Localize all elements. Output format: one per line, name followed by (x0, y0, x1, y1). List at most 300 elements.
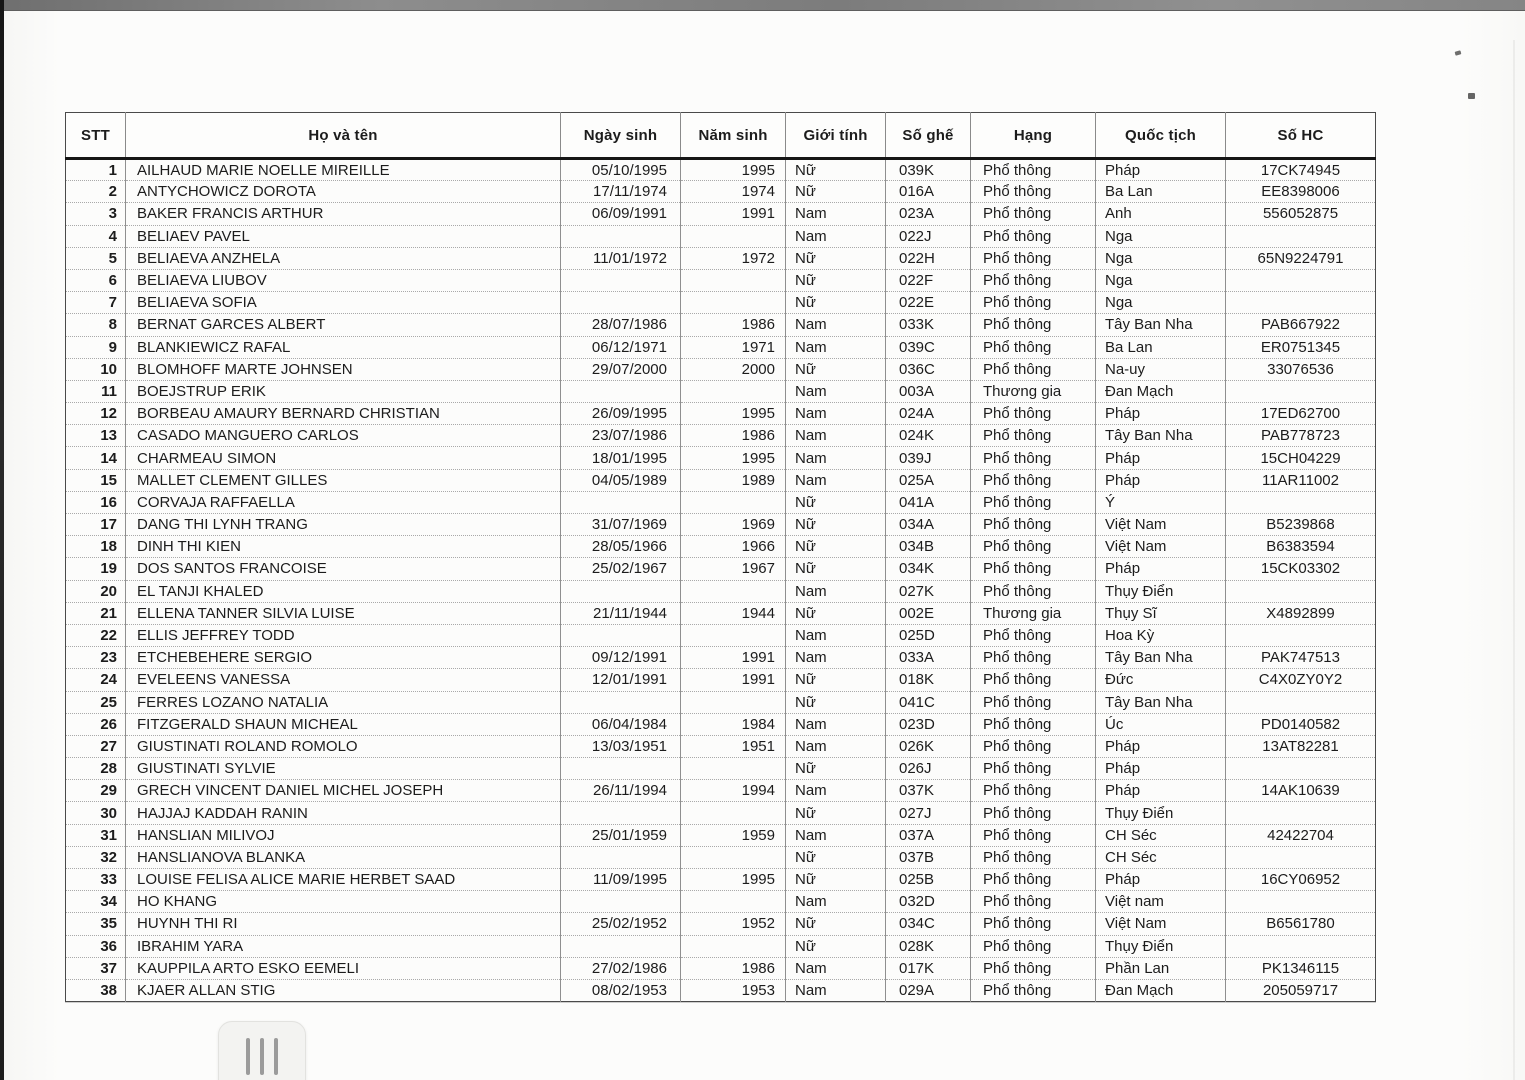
cell-birthyear: 1959 (681, 824, 786, 846)
cell-nationality: Pháp (1096, 869, 1226, 891)
cell-seat: 025A (886, 469, 971, 491)
table-row (66, 181, 1376, 203)
passenger-table (65, 112, 1376, 1002)
cell-dob: 06/12/1971 (561, 336, 681, 358)
cell-nationality: Thụy Điển (1096, 802, 1226, 824)
table-row (66, 292, 1376, 314)
table-header-row (66, 113, 1376, 159)
cell-passport: 556052875 (1226, 203, 1376, 225)
cell-dob: 18/01/1995 (561, 447, 681, 469)
cell-gender: Nữ (786, 536, 886, 558)
cell-name: EVELEENS VANESSA (126, 669, 561, 691)
cell-birthyear (681, 691, 786, 713)
column-header-name: Họ và tên (126, 113, 561, 159)
cell-dob (561, 292, 681, 314)
table-row (66, 869, 1376, 891)
cell-birthyear (681, 935, 786, 957)
cell-name: HANSLIANOVA BLANKA (126, 846, 561, 868)
table-row (66, 314, 1376, 336)
cell-birthyear (681, 580, 786, 602)
cell-dob: 05/10/1995 (561, 159, 681, 181)
cell-nationality: Na-uy (1096, 358, 1226, 380)
cell-passport: PAK747513 (1226, 647, 1376, 669)
cell-nationality: Ba Lan (1096, 181, 1226, 203)
cell-passport: 17ED62700 (1226, 403, 1376, 425)
cell-nationality: Nga (1096, 225, 1226, 247)
cell-passport: 17CK74945 (1226, 159, 1376, 181)
cell-seat: 033K (886, 314, 971, 336)
cell-passport: 65N9224791 (1226, 247, 1376, 269)
cell-passport: 205059717 (1226, 979, 1376, 1001)
cell-seat: 022H (886, 247, 971, 269)
cell-gender: Nữ (786, 935, 886, 957)
cell-nationality: Pháp (1096, 159, 1226, 181)
table-row (66, 269, 1376, 291)
table-row (66, 913, 1376, 935)
cell-passport: 42422704 (1226, 824, 1376, 846)
cell-passport: 15CK03302 (1226, 558, 1376, 580)
cell-stt: 16 (66, 491, 126, 513)
table-row (66, 203, 1376, 225)
cell-dob: 13/03/1951 (561, 735, 681, 757)
column-header-dob: Ngày sinh (561, 113, 681, 159)
cell-seat: 036C (886, 358, 971, 380)
cell-stt: 17 (66, 514, 126, 536)
cell-gender: Nam (786, 469, 886, 491)
cell-passport: B5239868 (1226, 514, 1376, 536)
cell-nationality: Tây Ban Nha (1096, 647, 1226, 669)
cell-name: CORVAJA RAFFAELLA (126, 491, 561, 513)
cell-name: KAUPPILA ARTO ESKO EEMELI (126, 957, 561, 979)
table-row (66, 447, 1376, 469)
cell-passport (1226, 491, 1376, 513)
cell-name: GIUSTINATI ROLAND ROMOLO (126, 735, 561, 757)
cell-passport: 33076536 (1226, 358, 1376, 380)
cell-birthyear: 1972 (681, 247, 786, 269)
table-row (66, 669, 1376, 691)
cell-name: BERNAT GARCES ALBERT (126, 314, 561, 336)
table-row (66, 336, 1376, 358)
cell-nationality: Việt nam (1096, 891, 1226, 913)
cell-stt: 35 (66, 913, 126, 935)
cell-stt: 11 (66, 380, 126, 402)
cell-class: Phổ thông (971, 802, 1096, 824)
cell-stt: 26 (66, 713, 126, 735)
table-row (66, 691, 1376, 713)
cell-birthyear (681, 891, 786, 913)
table-row (66, 403, 1376, 425)
cell-seat: 041C (886, 691, 971, 713)
cell-class: Phổ thông (971, 447, 1096, 469)
cell-name: ELLIS JEFFREY TODD (126, 624, 561, 646)
cell-birthyear: 1969 (681, 514, 786, 536)
column-header-passport: Số HC (1226, 113, 1376, 159)
cell-name: IBRAHIM YARA (126, 935, 561, 957)
scan-speck (1468, 93, 1475, 99)
cell-dob (561, 580, 681, 602)
cell-stt: 37 (66, 957, 126, 979)
cell-nationality: Việt Nam (1096, 913, 1226, 935)
cell-dob (561, 802, 681, 824)
cell-stt: 24 (66, 669, 126, 691)
cell-seat: 037K (886, 780, 971, 802)
cell-gender: Nam (786, 336, 886, 358)
cell-nationality: Pháp (1096, 558, 1226, 580)
column-header-gender: Giới tính (786, 113, 886, 159)
cell-nationality: Thụy Điển (1096, 935, 1226, 957)
cell-seat: 016A (886, 181, 971, 203)
cell-class: Phổ thông (971, 913, 1096, 935)
column-header-birthyear: Năm sinh (681, 113, 786, 159)
cell-passport (1226, 225, 1376, 247)
cell-gender: Nam (786, 203, 886, 225)
cell-dob (561, 491, 681, 513)
cell-name: MALLET CLEMENT GILLES (126, 469, 561, 491)
table-row (66, 536, 1376, 558)
cell-nationality: Pháp (1096, 469, 1226, 491)
cell-birthyear: 1991 (681, 647, 786, 669)
cell-seat: 034A (886, 514, 971, 536)
cell-dob: 26/11/1994 (561, 780, 681, 802)
cell-nationality: Pháp (1096, 780, 1226, 802)
cell-seat: 027J (886, 802, 971, 824)
cell-stt: 12 (66, 403, 126, 425)
cell-seat: 025D (886, 624, 971, 646)
cell-name: ETCHEBEHERE SERGIO (126, 647, 561, 669)
cell-gender: Nam (786, 447, 886, 469)
cell-dob (561, 846, 681, 868)
cell-dob: 17/11/1974 (561, 181, 681, 203)
cell-passport: B6561780 (1226, 913, 1376, 935)
cell-name: HUYNH THI RI (126, 913, 561, 935)
cell-seat: 027K (886, 580, 971, 602)
cell-gender: Nữ (786, 269, 886, 291)
table-row (66, 846, 1376, 868)
cell-class: Phổ thông (971, 824, 1096, 846)
cell-nationality: Pháp (1096, 403, 1226, 425)
cell-passport: EE8398006 (1226, 181, 1376, 203)
cell-passport: 14AK10639 (1226, 780, 1376, 802)
table-row (66, 602, 1376, 624)
cell-seat: 034C (886, 913, 971, 935)
cell-passport (1226, 691, 1376, 713)
cell-gender: Nữ (786, 491, 886, 513)
cell-passport (1226, 802, 1376, 824)
cell-passport: 11AR11002 (1226, 469, 1376, 491)
cell-name: BAKER FRANCIS ARTHUR (126, 203, 561, 225)
cell-dob (561, 269, 681, 291)
cell-class: Phổ thông (971, 247, 1096, 269)
cell-gender: Nam (786, 957, 886, 979)
cell-stt: 7 (66, 292, 126, 314)
cell-class: Phổ thông (971, 735, 1096, 757)
cell-gender: Nam (786, 891, 886, 913)
cell-stt: 14 (66, 447, 126, 469)
cell-gender: Nữ (786, 514, 886, 536)
cell-birthyear: 1967 (681, 558, 786, 580)
cell-nationality: Pháp (1096, 758, 1226, 780)
cell-birthyear: 1991 (681, 203, 786, 225)
cell-birthyear: 1952 (681, 913, 786, 935)
cell-gender: Nam (786, 979, 886, 1001)
cell-stt: 36 (66, 935, 126, 957)
column-header-seat: Số ghế (886, 113, 971, 159)
cell-stt: 3 (66, 203, 126, 225)
cell-dob (561, 225, 681, 247)
cell-gender: Nam (786, 647, 886, 669)
cell-seat: 037B (886, 846, 971, 868)
cell-nationality: Đan Mạch (1096, 979, 1226, 1001)
cell-seat: 026J (886, 758, 971, 780)
cell-birthyear: 1986 (681, 957, 786, 979)
cell-class: Phổ thông (971, 269, 1096, 291)
table-row (66, 469, 1376, 491)
cell-class: Phổ thông (971, 713, 1096, 735)
cell-name: DANG THI LYNH TRANG (126, 514, 561, 536)
table-row (66, 735, 1376, 757)
cell-dob: 11/09/1995 (561, 869, 681, 891)
cell-passport (1226, 846, 1376, 868)
cell-birthyear (681, 624, 786, 646)
cell-dob (561, 380, 681, 402)
cell-gender: Nam (786, 735, 886, 757)
cell-stt: 19 (66, 558, 126, 580)
cell-seat: 039J (886, 447, 971, 469)
scanned-document-page (65, 112, 1375, 1002)
cell-gender: Nữ (786, 758, 886, 780)
cell-seat: 041A (886, 491, 971, 513)
cell-name: BELIAEVA ANZHELA (126, 247, 561, 269)
cell-name: CHARMEAU SIMON (126, 447, 561, 469)
cell-passport: 15CH04229 (1226, 447, 1376, 469)
cell-gender: Nữ (786, 181, 886, 203)
cell-class: Phổ thông (971, 891, 1096, 913)
cell-birthyear (681, 380, 786, 402)
cell-dob: 26/09/1995 (561, 403, 681, 425)
cell-gender: Nam (786, 624, 886, 646)
cell-seat: 029A (886, 979, 971, 1001)
cell-birthyear: 1994 (681, 780, 786, 802)
table-row (66, 758, 1376, 780)
cell-stt: 28 (66, 758, 126, 780)
cell-birthyear: 1986 (681, 425, 786, 447)
cell-birthyear (681, 802, 786, 824)
cell-seat: 023D (886, 713, 971, 735)
cell-gender: Nữ (786, 292, 886, 314)
cell-dob: 11/01/1972 (561, 247, 681, 269)
cell-dob: 08/02/1953 (561, 979, 681, 1001)
cell-dob: 04/05/1989 (561, 469, 681, 491)
cell-seat: 033A (886, 647, 971, 669)
cell-class: Phổ thông (971, 159, 1096, 181)
cell-name: AILHAUD MARIE NOELLE MIREILLE (126, 159, 561, 181)
cell-passport: PAB667922 (1226, 314, 1376, 336)
cell-birthyear (681, 292, 786, 314)
cell-dob (561, 891, 681, 913)
cell-dob: 29/07/2000 (561, 358, 681, 380)
cell-gender: Nam (786, 425, 886, 447)
cell-stt: 4 (66, 225, 126, 247)
cell-gender: Nữ (786, 602, 886, 624)
cell-stt: 9 (66, 336, 126, 358)
cell-birthyear (681, 491, 786, 513)
cell-dob (561, 758, 681, 780)
cell-birthyear: 1951 (681, 735, 786, 757)
cell-class: Phổ thông (971, 181, 1096, 203)
cell-passport (1226, 292, 1376, 314)
cell-seat: 022F (886, 269, 971, 291)
cell-name: BLANKIEWICZ RAFAL (126, 336, 561, 358)
cell-birthyear (681, 758, 786, 780)
cell-birthyear: 1995 (681, 869, 786, 891)
cell-name: HO KHANG (126, 891, 561, 913)
cell-gender: Nữ (786, 247, 886, 269)
table-row (66, 425, 1376, 447)
cell-gender: Nữ (786, 358, 886, 380)
cell-birthyear: 1989 (681, 469, 786, 491)
cell-birthyear: 1991 (681, 669, 786, 691)
cell-seat: 039C (886, 336, 971, 358)
cell-birthyear: 2000 (681, 358, 786, 380)
cell-dob: 31/07/1969 (561, 514, 681, 536)
cell-nationality: Phần Lan (1096, 957, 1226, 979)
cell-class: Phổ thông (971, 536, 1096, 558)
cell-dob: 21/11/1944 (561, 602, 681, 624)
cell-nationality: Nga (1096, 292, 1226, 314)
cell-class: Thương gia (971, 602, 1096, 624)
cell-seat: 026K (886, 735, 971, 757)
cell-name: BORBEAU AMAURY BERNARD CHRISTIAN (126, 403, 561, 425)
cell-stt: 1 (66, 159, 126, 181)
cell-name: DOS SANTOS FRANCOISE (126, 558, 561, 580)
cell-class: Phổ thông (971, 846, 1096, 868)
cell-class: Phổ thông (971, 624, 1096, 646)
cell-passport: B6383594 (1226, 536, 1376, 558)
cell-nationality: Ba Lan (1096, 336, 1226, 358)
cell-passport: PK1346115 (1226, 957, 1376, 979)
cell-name: BELIAEVA LIUBOV (126, 269, 561, 291)
table-row (66, 491, 1376, 513)
cell-name: ANTYCHOWICZ DOROTA (126, 181, 561, 203)
cell-passport (1226, 580, 1376, 602)
column-header-nationality: Quốc tịch (1096, 113, 1226, 159)
cell-stt: 6 (66, 269, 126, 291)
scan-edge-top (0, 0, 1525, 11)
cell-stt: 33 (66, 869, 126, 891)
cell-nationality: Thụy Sĩ (1096, 602, 1226, 624)
table-row (66, 380, 1376, 402)
cell-class: Phổ thông (971, 292, 1096, 314)
cell-passport: PAB778723 (1226, 425, 1376, 447)
cell-gender: Nữ (786, 802, 886, 824)
cell-stt: 32 (66, 846, 126, 868)
cell-seat: 034K (886, 558, 971, 580)
cell-dob (561, 691, 681, 713)
cell-class: Phổ thông (971, 957, 1096, 979)
cell-class: Phổ thông (971, 979, 1096, 1001)
cell-name: BOEJSTRUP ERIK (126, 380, 561, 402)
cell-stt: 22 (66, 624, 126, 646)
cell-gender: Nữ (786, 558, 886, 580)
cell-name: DINH THI KIEN (126, 536, 561, 558)
cell-name: BELIAEV PAVEL (126, 225, 561, 247)
table-row (66, 247, 1376, 269)
cell-stt: 29 (66, 780, 126, 802)
cell-seat: 037A (886, 824, 971, 846)
cell-name: BELIAEVA SOFIA (126, 292, 561, 314)
cell-class: Phổ thông (971, 425, 1096, 447)
cell-name: HANSLIAN MILIVOJ (126, 824, 561, 846)
cell-passport (1226, 380, 1376, 402)
cell-birthyear: 1995 (681, 159, 786, 181)
cell-seat: 039K (886, 159, 971, 181)
table-row (66, 624, 1376, 646)
cell-class: Phổ thông (971, 358, 1096, 380)
cell-stt: 2 (66, 181, 126, 203)
cell-gender: Nữ (786, 691, 886, 713)
scan-speck (1455, 50, 1462, 55)
cell-stt: 10 (66, 358, 126, 380)
cell-birthyear: 1974 (681, 181, 786, 203)
table-row (66, 824, 1376, 846)
cell-class: Phổ thông (971, 758, 1096, 780)
cell-birthyear: 1966 (681, 536, 786, 558)
table-row (66, 558, 1376, 580)
cell-class: Phổ thông (971, 514, 1096, 536)
cell-nationality: Tây Ban Nha (1096, 425, 1226, 447)
cell-nationality: Nga (1096, 269, 1226, 291)
cell-stt: 31 (66, 824, 126, 846)
cell-class: Phổ thông (971, 558, 1096, 580)
cell-seat: 032D (886, 891, 971, 913)
table-row (66, 979, 1376, 1001)
drag-handle[interactable] (218, 1021, 306, 1080)
cell-stt: 21 (66, 602, 126, 624)
cell-class: Phổ thông (971, 935, 1096, 957)
cell-seat: 017K (886, 957, 971, 979)
table-row (66, 802, 1376, 824)
cell-dob: 25/02/1952 (561, 913, 681, 935)
cell-seat: 022E (886, 292, 971, 314)
cell-gender: Nam (786, 824, 886, 846)
grip-lines-vertical-icon (246, 1038, 278, 1075)
page-edge-right (1513, 40, 1515, 1080)
cell-birthyear: 1953 (681, 979, 786, 1001)
cell-stt: 20 (66, 580, 126, 602)
cell-gender: Nam (786, 780, 886, 802)
cell-dob (561, 624, 681, 646)
cell-nationality: Nga (1096, 247, 1226, 269)
cell-nationality: Việt Nam (1096, 536, 1226, 558)
cell-class: Phổ thông (971, 780, 1096, 802)
cell-name: CASADO MANGUERO CARLOS (126, 425, 561, 447)
cell-passport (1226, 891, 1376, 913)
cell-passport: ER0751345 (1226, 336, 1376, 358)
cell-gender: Nữ (786, 669, 886, 691)
cell-passport (1226, 269, 1376, 291)
cell-stt: 5 (66, 247, 126, 269)
table-row (66, 514, 1376, 536)
cell-gender: Nữ (786, 159, 886, 181)
table-row (66, 935, 1376, 957)
cell-seat: 023A (886, 203, 971, 225)
column-header-class: Hạng (971, 113, 1096, 159)
cell-class: Phổ thông (971, 647, 1096, 669)
table-row (66, 358, 1376, 380)
cell-stt: 8 (66, 314, 126, 336)
table-row (66, 647, 1376, 669)
cell-class: Phổ thông (971, 669, 1096, 691)
